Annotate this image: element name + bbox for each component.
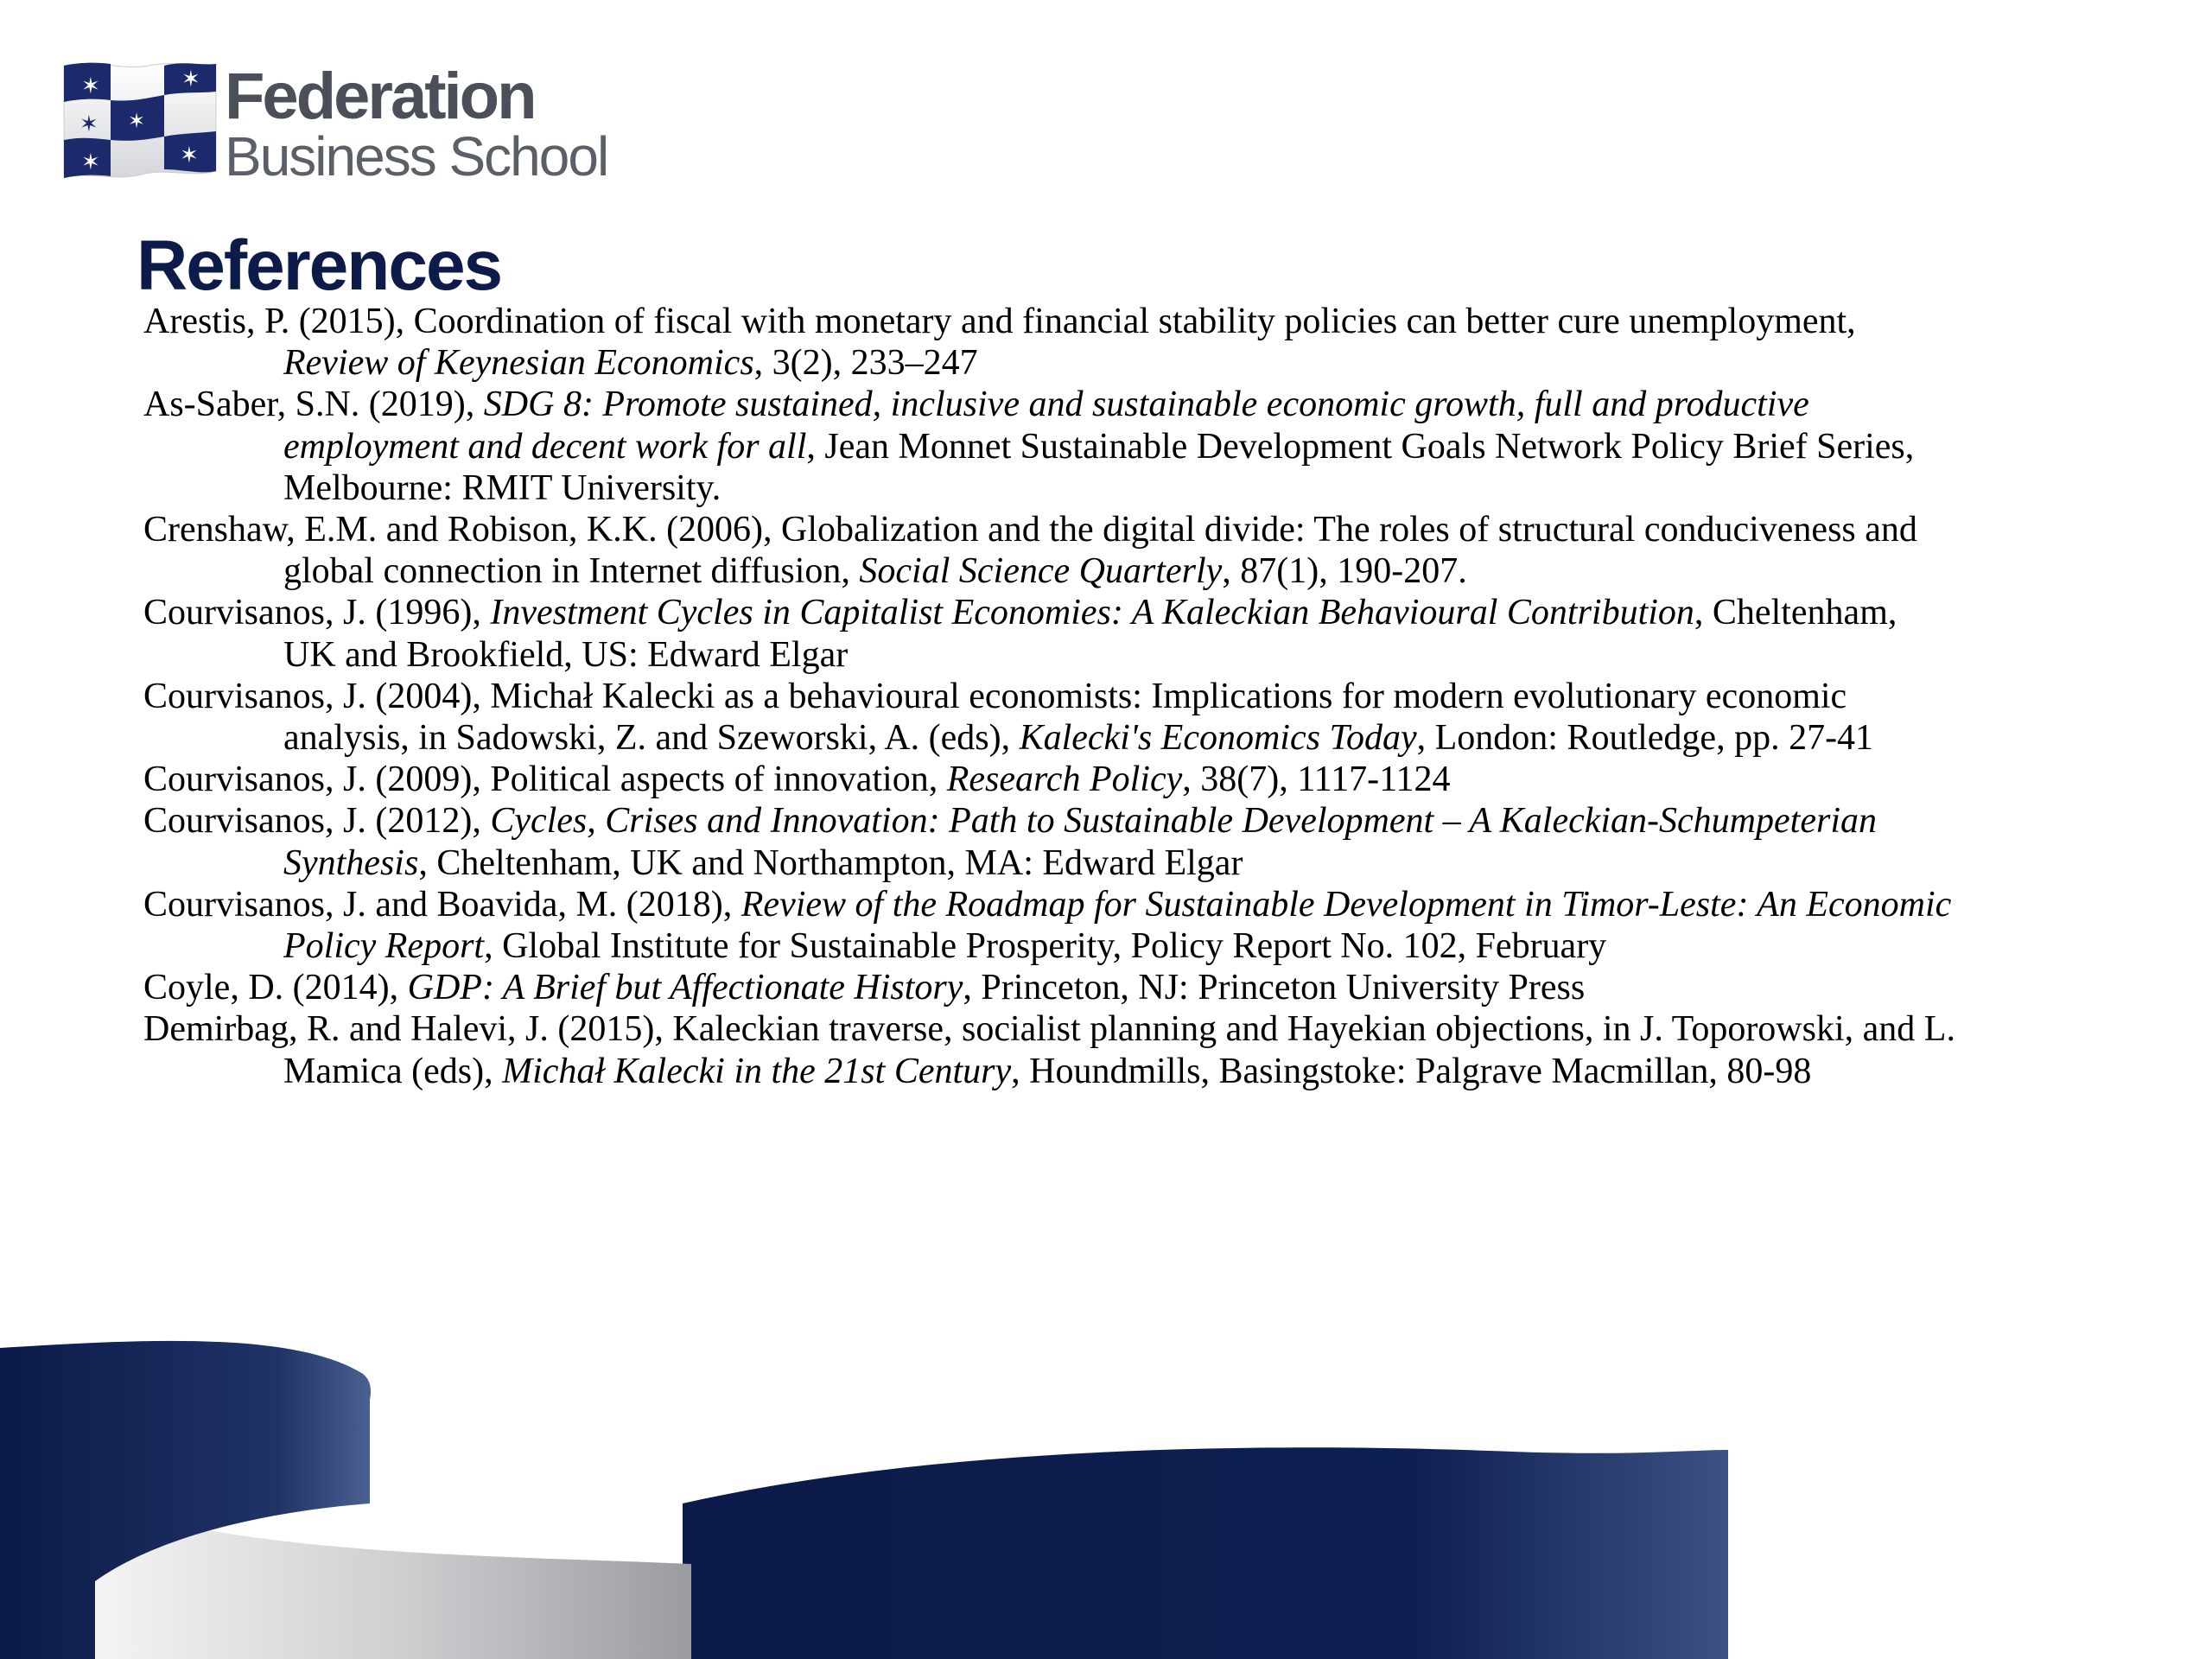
federation-business-school-logo (62, 59, 615, 188)
reference-text: Coyle, D. (2014), (143, 968, 408, 1008)
reference-entry (143, 1008, 1958, 1091)
reference-publication-details: , Cheltenham, UK and Northampton, MA: Edward Elgar (418, 842, 1243, 883)
reference-entry (143, 384, 1958, 509)
reference-entry (143, 509, 1958, 592)
flag-logo-icon (62, 59, 218, 185)
svg-text:✶: ✶ (180, 143, 199, 168)
reference-source-title: Kalecki's Economics Today (1019, 718, 1417, 759)
reference-entry (143, 800, 1958, 883)
reference-publication-details: , Jean Monnet Sustainable Development Goals Network Policy Brief Series, Melbourne: RMIT University. (283, 426, 1915, 508)
svg-text:✶: ✶ (181, 67, 200, 92)
reference-entry (143, 676, 1958, 759)
reference-source-title: Investment Cycles in Capitalist Economies: A Kaleckian Behavioural Contribution (490, 593, 1694, 633)
logo-line-federation: Federation (225, 60, 535, 133)
reference-entry (143, 592, 1958, 675)
reference-text: Courvisanos, J. (1996), (143, 593, 491, 633)
decorative-wave-footer (0, 1296, 2212, 1659)
page-title: References (137, 226, 502, 305)
reference-entry (143, 967, 1958, 1008)
reference-publication-details: , Houndmills, Basingstoke: Palgrave Macmillan, 80-98 (1011, 1051, 1812, 1091)
reference-text: Demirbag, R. and Halevi, J. (2015), Kaleckian traverse, socialist planning and Hayekian objections, in J. Toporowski, and L. Mamica (eds), (143, 1009, 1955, 1091)
reference-entry (143, 759, 1958, 800)
reference-text: Courvisanos, J. and Boavida, M. (2018), (143, 884, 741, 925)
reference-source-title: Social Science Quarterly (859, 551, 1223, 592)
reference-publication-details: , 38(7), 1117-1124 (1182, 760, 1451, 800)
reference-publication-details: , 87(1), 190-207. (1222, 551, 1467, 592)
svg-text:✶: ✶ (81, 73, 100, 99)
reference-publication-details: , London: Routledge, pp. 27-41 (1416, 718, 1874, 759)
reference-source-title: Michał Kalecki in the 21st Century (502, 1051, 1012, 1091)
reference-text: Courvisanos, J. (2009), Political aspects of innovation, (143, 760, 947, 800)
svg-text:✶: ✶ (128, 109, 146, 133)
reference-list (143, 301, 1958, 1092)
reference-text: Crenshaw, E.M. and Robison, K.K. (2006), Globalization and the digital divide: The roles of structural conduciveness and global connection in Internet diffusion, (143, 510, 1917, 592)
svg-text:✶: ✶ (81, 149, 100, 175)
reference-text: As-Saber, S.N. (2019), (143, 385, 484, 425)
reference-source-title: GDP: A Brief but Affectionate History (407, 968, 963, 1008)
reference-publication-details: , 3(2), 233–247 (753, 343, 978, 384)
reference-source-title: Research Policy (946, 760, 1183, 800)
reference-source-title: Cycles, Crises and Innovation: Path to Sustainable Development – A Kaleckian-Schumpeterian Synthesis (283, 801, 1877, 883)
svg-text:✶: ✶ (79, 111, 99, 137)
reference-entry (143, 884, 1958, 967)
logo-line-business-school: Business School (225, 125, 608, 188)
reference-text: Arestis, P. (2015), Coordination of fiscal with monetary and financial stability policies can better cure unemployment, (143, 302, 1856, 341)
reference-source-title: Review of Keynesian Economics (283, 343, 754, 384)
reference-publication-details: , Princeton, NJ: Princeton University Press (963, 968, 1586, 1008)
reference-entry (143, 301, 1958, 384)
reference-publication-details: , Global Institute for Sustainable Prosperity, Policy Report No. 102, February (484, 926, 1607, 967)
reference-source-title: SDG 8: Promote sustained, inclusive and sustainable economic growth, full and productive employment and decent work for all (283, 385, 1809, 467)
reference-text: Courvisanos, J. (2004), Michał Kalecki as a behavioural economists: Implications for modern evolutionary economic analysis, in Sadowski, Z. and Szeworski, A. (eds), (143, 676, 1847, 759)
reference-source-title: Review of the Roadmap for Sustainable Development in Timor-Leste: An Economic Policy Report (283, 884, 1952, 967)
reference-publication-details: , Cheltenham, UK and Brookfield, US: Edward Elgar (283, 593, 1897, 675)
reference-text: Courvisanos, J. (2012), (143, 801, 491, 842)
